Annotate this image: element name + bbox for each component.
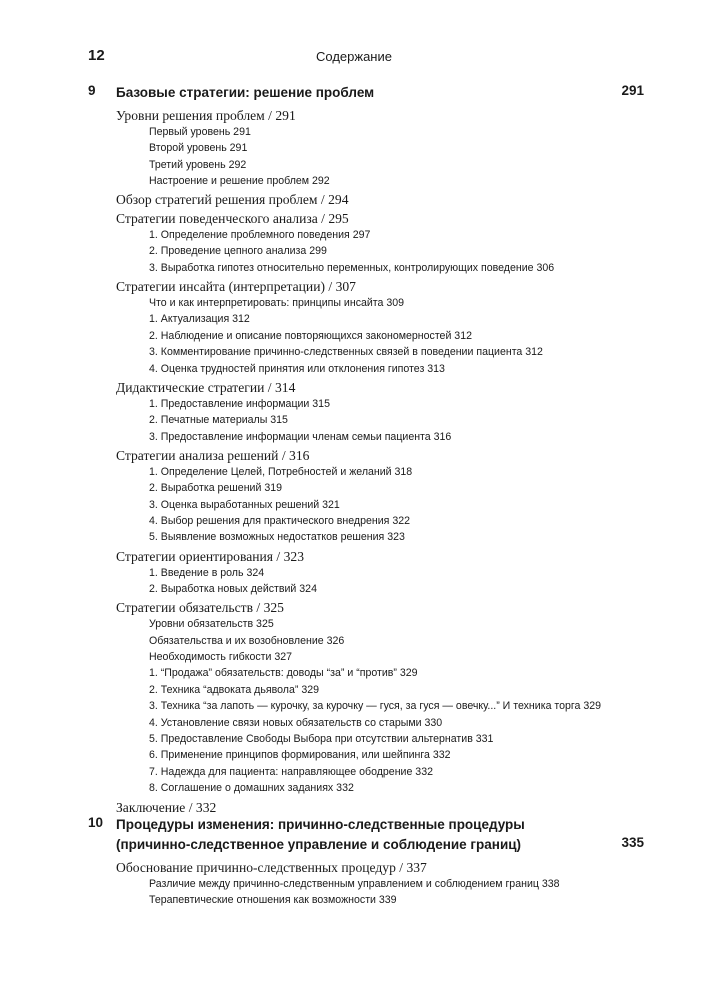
chapter-title bbox=[116, 815, 525, 855]
subsection-entry: Уровни обязательств 325 bbox=[149, 618, 274, 631]
section-entry: Стратегии инсайта (интерпретации) / 307 bbox=[116, 279, 356, 295]
section-entry: Обзор стратегий решения проблем / 294 bbox=[116, 192, 349, 208]
chapter-number: 10 bbox=[88, 815, 104, 830]
subsection-entry: Третий уровень 292 bbox=[149, 158, 247, 171]
subsection-entry: 1. Введение в роль 324 bbox=[149, 566, 265, 579]
section-entry: Уровни решения проблем / 291 bbox=[116, 108, 296, 123]
section-entry: Стратегии поведенческого анализа / 295 bbox=[116, 211, 349, 227]
subsection-entry: 8. Соглашение о домашних заданиях 332 bbox=[149, 782, 354, 795]
subsection-entry: 2. Наблюдение и описание повторяющихся закономерностей 312 bbox=[149, 329, 472, 342]
chapter-title-line: Процедуры изменения: причинно-следственные процедуры bbox=[116, 817, 525, 832]
subsection-entry: Первый уровень 291 bbox=[149, 125, 251, 138]
subsection-entry: Настроение и решение проблем 292 bbox=[149, 175, 330, 187]
subsection-entry: 5. Предоставление Свободы Выбора при отсутствии альтернатив 331 bbox=[149, 733, 494, 745]
subsection-entry: Что и как интерпретировать: принципы инсайта 309 bbox=[149, 297, 405, 309]
subsection-entry: 3. Комментирование причинно-следственных связей в поведении пациента 312 bbox=[149, 346, 543, 359]
subsection-entry: Обязательства и их возобновление 326 bbox=[149, 634, 345, 647]
subsection-entry: 2. Печатные материалы 315 bbox=[149, 414, 288, 427]
subsection-entry: 4. Установление связи новых обязательств со старыми 330 bbox=[149, 716, 443, 729]
subsection-entry: Необходимость гибкости 327 bbox=[149, 651, 293, 663]
subsection-entry: 6. Применение принципов формирования, или шейпинга 332 bbox=[149, 749, 451, 762]
subsection-entry: 2. Техника “адвоката дьявола” 329 bbox=[149, 683, 320, 696]
subsection-entry: 1. Определение Целей, Потребностей и желаний 318 bbox=[149, 465, 413, 478]
subsection-entry: 3. Выработка гипотез относительно переменных, контролирующих поведение 306 bbox=[149, 261, 555, 274]
subsection-entry: 3. Предоставление информации членам семьи пациента 316 bbox=[149, 430, 452, 443]
subsection-entry: 5. Выявление возможных недостатков решения 323 bbox=[149, 531, 405, 544]
subsection-entry: Второй уровень 291 bbox=[149, 142, 248, 155]
chapter-title-line: (причинно-следственное управление и соблюдение границ) bbox=[116, 837, 522, 852]
section-entry: Стратегии анализа решений / 316 bbox=[116, 448, 310, 463]
subsection-entry: 2. Выработка решений 319 bbox=[149, 482, 283, 495]
subsection-entry: 1. “Продажа” обязательств: доводы “за” и “против” 329 bbox=[149, 667, 418, 680]
subsection-entry: 2. Выработка новых действий 324 bbox=[149, 583, 317, 595]
chapter-title-line: Базовые стратегии: решение проблем bbox=[116, 85, 375, 100]
section-entry: Заключение / 332 bbox=[116, 799, 217, 815]
subsection-entry: Терапевтические отношения как возможности 339 bbox=[149, 894, 397, 907]
section-entry: Стратегии обязательств / 325 bbox=[116, 600, 284, 616]
subsection-entry: 4. Выбор решения для практического внедрения 322 bbox=[149, 515, 411, 527]
subsection-entry: 3. Оценка выработанных решений 321 bbox=[149, 498, 340, 511]
subsection-entry: 3. Техника “за лапоть — курочку, за курочку — гуся, за гуся — овечку...” И техника торга 329 bbox=[149, 700, 602, 713]
subsection-entry: Различие между причинно-следственным управлением и соблюдением границ 338 bbox=[149, 877, 560, 890]
chapter-page: 291 bbox=[621, 83, 644, 98]
subsection-entry: 1. Определение проблемного поведения 297 bbox=[149, 229, 371, 241]
subsection-entry: 4. Оценка трудностей принятия или отклонения гипотез 313 bbox=[149, 362, 445, 375]
chapter-page: 335 bbox=[621, 835, 644, 850]
chapter-number: 9 bbox=[88, 83, 96, 98]
subsection-entry: 2. Проведение цепного анализа 299 bbox=[149, 245, 327, 258]
section-entry: Стратегии ориентирования / 323 bbox=[116, 548, 304, 564]
section-entry: Обоснование причинно-следственных процедур / 337 bbox=[116, 860, 427, 875]
section-entry: Дидактические стратегии / 314 bbox=[116, 380, 296, 395]
subsection-entry: 1. Актуализация 312 bbox=[149, 313, 250, 326]
subsection-entry: 7. Надежда для пациента: направляющее ободрение 332 bbox=[149, 765, 433, 778]
subsection-entry: 1. Предоставление информации 315 bbox=[149, 397, 330, 410]
page-number: 12 bbox=[88, 47, 105, 64]
chapter-title bbox=[116, 83, 374, 103]
running-head: Содержание bbox=[316, 49, 392, 64]
